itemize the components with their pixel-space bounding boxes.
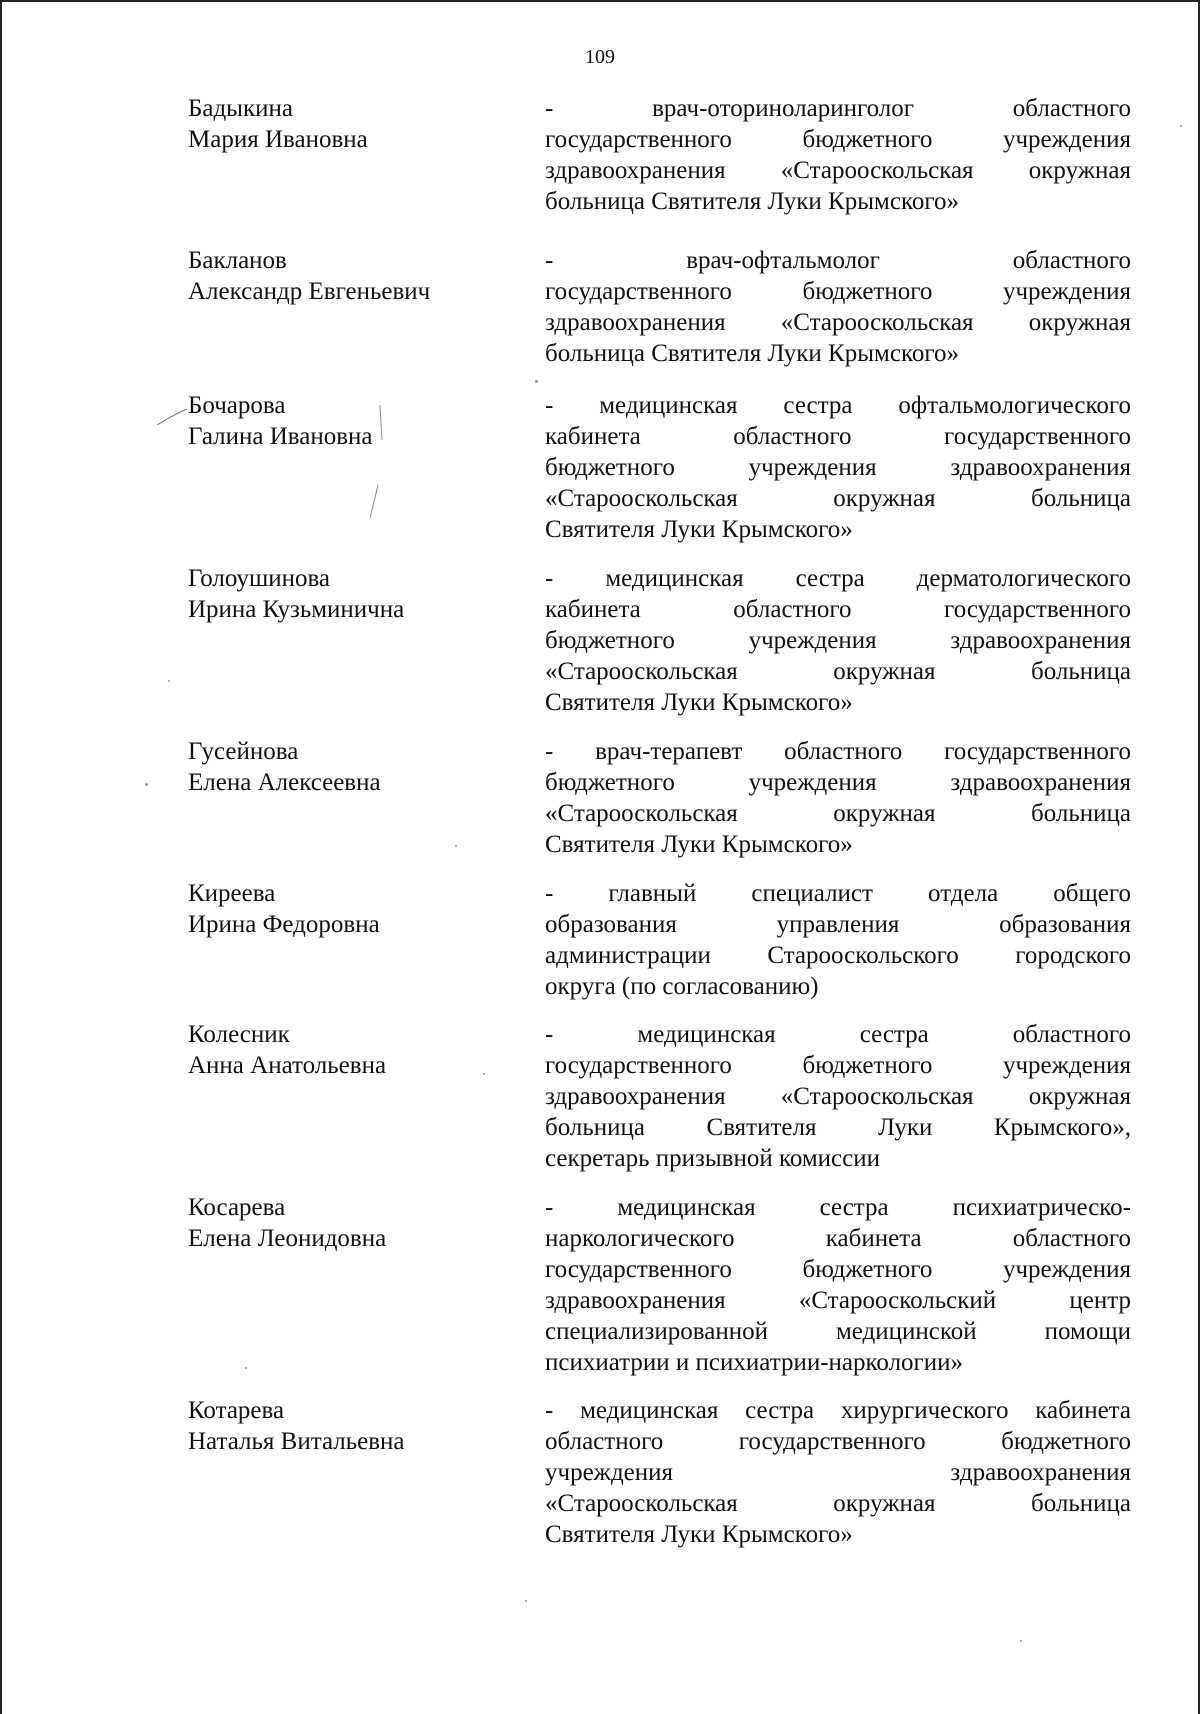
surname: Киреева (188, 880, 276, 907)
description-line: государственного бюджетного учреждения (545, 1256, 1131, 1283)
description-line: государственного бюджетного учреждения (545, 278, 1131, 305)
description-line: специализированной медицинской помощи (545, 1318, 1131, 1345)
scan-speck (1180, 125, 1182, 127)
person-name (188, 1395, 508, 1457)
person-name (188, 878, 508, 940)
description-line: Святителя Луки Крымского» (545, 831, 853, 858)
person-name (188, 245, 508, 307)
given-name: Наталья Витальевна (188, 1428, 405, 1455)
description-line: областного государственного бюджетного (545, 1428, 1131, 1455)
scan-speck (145, 783, 148, 786)
description-line: Святителя Луки Крымского» (545, 689, 853, 716)
description-line: больница Святителя Луки Крымского» (545, 188, 959, 215)
given-name: Ирина Федоровна (188, 911, 380, 938)
scan-speck (535, 380, 538, 383)
description-line: больница Святителя Луки Крымского» (545, 340, 959, 367)
description-line: наркологического кабинета областного (545, 1225, 1131, 1252)
person-name (188, 390, 508, 452)
description-line: «Старооскольская окружная больница (545, 800, 1131, 827)
surname: Котарева (188, 1397, 285, 1424)
description-line: - медицинская сестра хирургического кабинета (545, 1397, 1131, 1424)
description-line: администрации Старооскольского городского (545, 942, 1131, 969)
description-line: государственного бюджетного учреждения (545, 126, 1131, 153)
scan-speck (1020, 1640, 1022, 1642)
description-line: психиатрии и психиатрии-наркологии» (545, 1349, 964, 1376)
description-line: образования управления образования (545, 911, 1131, 938)
scan-speck (483, 1073, 485, 1075)
person-name (188, 563, 508, 625)
description-line: «Старооскольская окружная больница (545, 658, 1131, 685)
position-description (545, 245, 1131, 369)
surname: Бадыкина (188, 95, 293, 122)
given-name: Галина Ивановна (188, 423, 373, 450)
page-border-left (0, 0, 2, 1714)
description-line: - врач-оториноларинголог областного (545, 95, 1131, 122)
description-line: - врач-офтальмолог областного (545, 247, 1131, 274)
surname: Гусейнова (188, 738, 299, 765)
given-name: Анна Анатольевна (188, 1052, 387, 1079)
surname: Косарева (188, 1194, 286, 1221)
person-name (188, 93, 508, 155)
position-description (545, 878, 1131, 1002)
description-line: здравоохранения «Старооскольская окружная (545, 157, 1131, 184)
page-number: 109 (585, 46, 615, 68)
scan-speck (168, 680, 170, 682)
description-line: «Старооскольская окружная больница (545, 485, 1131, 512)
given-name: Ирина Кузьминична (188, 596, 405, 623)
description-line: государственного бюджетного учреждения (545, 1052, 1131, 1079)
given-name: Елена Леонидовна (188, 1225, 387, 1252)
description-line: бюджетного учреждения здравоохранения (545, 454, 1131, 481)
scan-speck (245, 1367, 247, 1369)
description-line: здравоохранения «Старооскольская окружная (545, 1083, 1131, 1110)
description-line: здравоохранения «Старооскольская окружная (545, 309, 1131, 336)
position-description (545, 390, 1131, 545)
pen-mark (155, 395, 215, 435)
description-line: учреждения здравоохранения (545, 1459, 1131, 1486)
position-description (545, 93, 1131, 217)
position-description (545, 563, 1131, 718)
surname: Бочарова (188, 392, 286, 419)
description-line: - медицинская сестра психиатрическо- (545, 1194, 1131, 1221)
description-line: бюджетного учреждения здравоохранения (545, 627, 1131, 654)
description-line: больница Святителя Луки Крымского», (545, 1114, 1131, 1141)
position-description (545, 1019, 1131, 1174)
given-name: Мария Ивановна (188, 126, 368, 153)
description-line: бюджетного учреждения здравоохранения (545, 769, 1131, 796)
scan-speck (455, 845, 457, 847)
given-name: Елена Алексеевна (188, 769, 381, 796)
description-line: здравоохранения «Старооскольский центр (545, 1287, 1131, 1314)
description-line: - главный специалист отдела общего (545, 880, 1131, 907)
description-line: - медицинская сестра областного (545, 1021, 1131, 1048)
position-description (545, 736, 1131, 860)
scan-speck (525, 1600, 527, 1602)
surname: Бакланов (188, 247, 287, 274)
description-line: Святителя Луки Крымского» (545, 516, 853, 543)
pen-mark (360, 400, 390, 520)
description-line: - медицинская сестра дерматологического (545, 565, 1131, 592)
surname: Голоушинова (188, 565, 331, 592)
surname: Колесник (188, 1021, 290, 1048)
description-line: округа (по согласованию) (545, 973, 819, 1000)
position-description (545, 1395, 1131, 1550)
given-name: Александр Евгеньевич (188, 278, 431, 305)
person-name (188, 1192, 508, 1254)
description-line: секретарь призывной комиссии (545, 1145, 881, 1172)
description-line: - медицинская сестра офтальмологического (545, 392, 1131, 419)
description-line: кабинета областного государственного (545, 423, 1131, 450)
position-description (545, 1192, 1131, 1378)
description-line: «Старооскольская окружная больница (545, 1490, 1131, 1517)
page-border-top (0, 0, 1200, 2)
person-name (188, 736, 508, 798)
description-line: кабинета областного государственного (545, 596, 1131, 623)
person-name (188, 1019, 508, 1081)
description-line: Святителя Луки Крымского» (545, 1521, 853, 1548)
description-line: - врач-терапевт областного государственного (545, 738, 1131, 765)
